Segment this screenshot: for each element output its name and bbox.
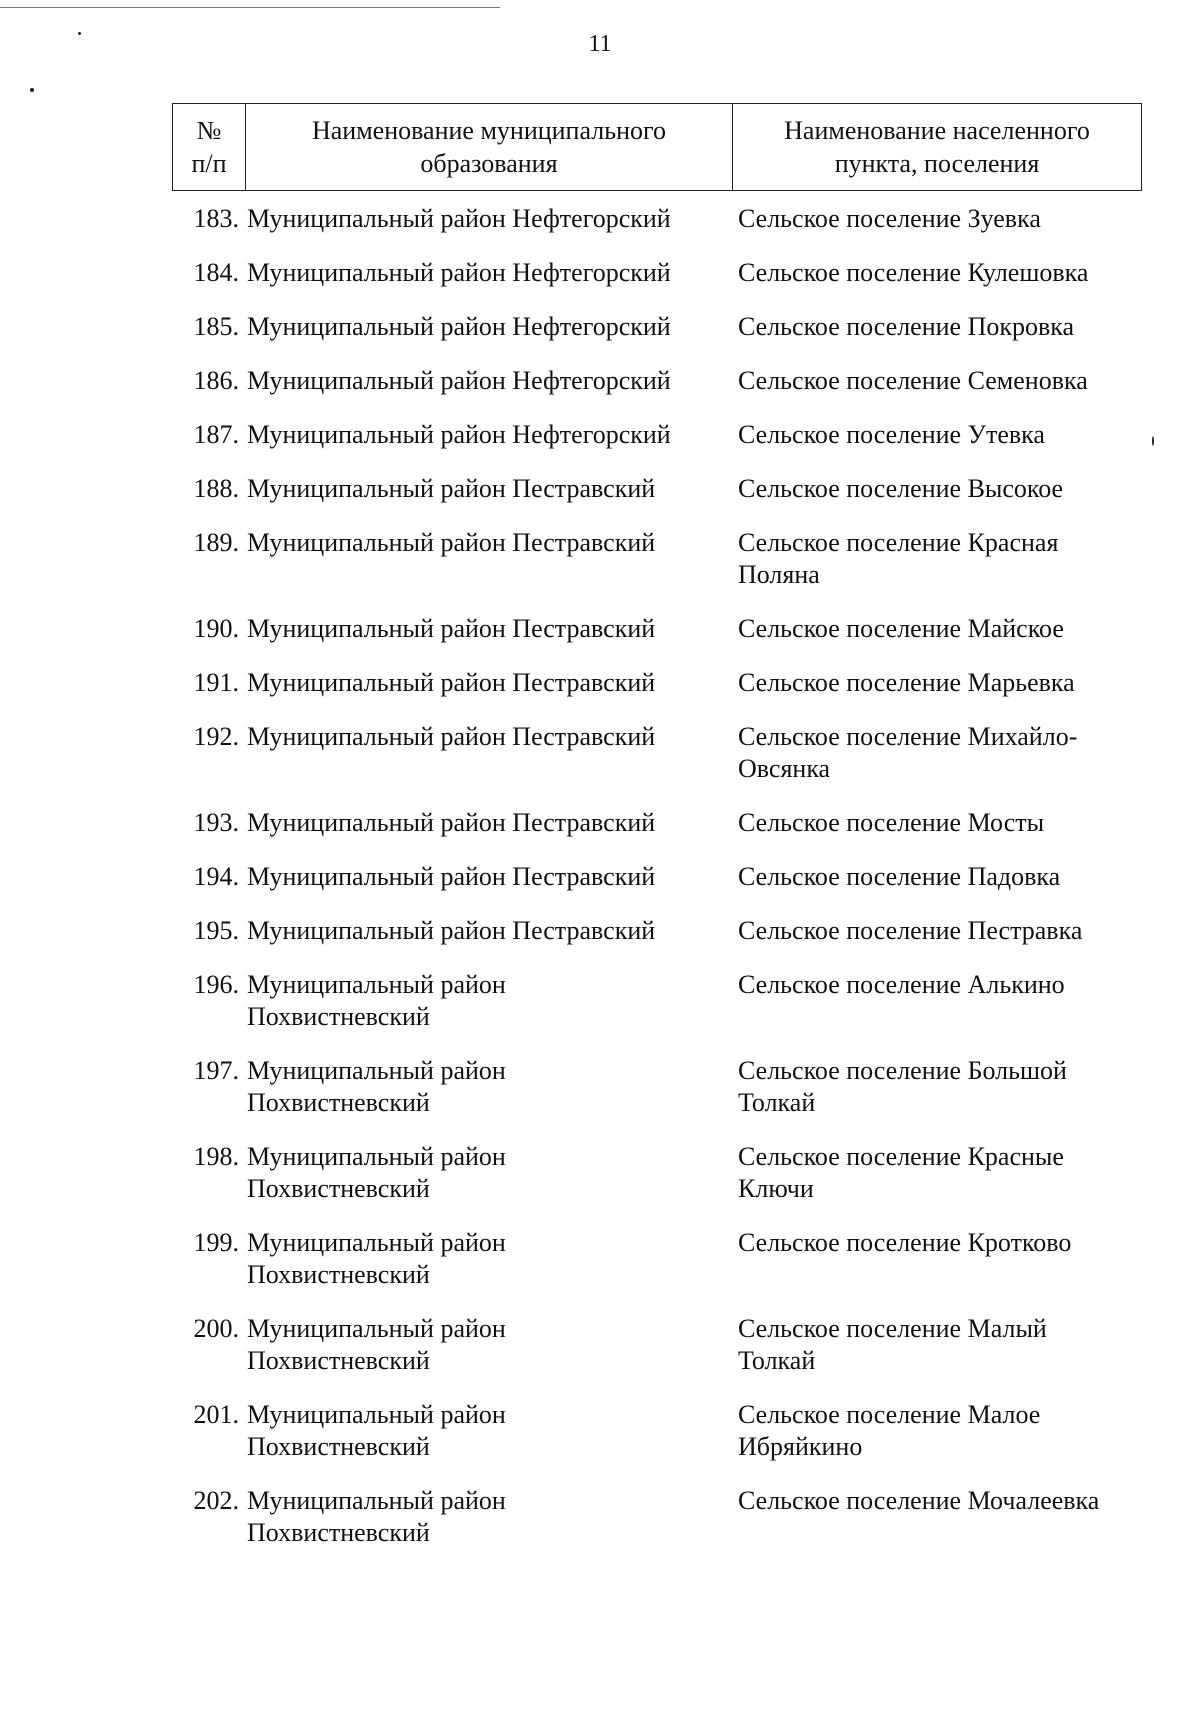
municipality-cell xyxy=(245,969,732,1033)
municipality-cell xyxy=(245,667,732,699)
municipality-line: Муниципальный район Нефтегорский xyxy=(247,204,671,233)
municipality-line: Муниципальный район Пестравский xyxy=(247,808,656,837)
row-number: 189. xyxy=(193,528,239,557)
settlement-line: Сельское поселение Алькино xyxy=(738,970,1065,999)
row-number: 193. xyxy=(193,808,239,837)
table-row xyxy=(172,667,1142,699)
settlement-cell xyxy=(732,365,1142,397)
table-row xyxy=(172,365,1142,397)
table-row xyxy=(172,527,1142,591)
settlement-cell xyxy=(732,419,1142,451)
municipality-cell xyxy=(245,1313,732,1377)
table-row xyxy=(172,1313,1142,1377)
settlement-cell xyxy=(732,915,1142,947)
header-settlement: Наименование населенного пункта, поселения xyxy=(784,116,1090,178)
settlement-cell xyxy=(732,861,1142,893)
table-row xyxy=(172,473,1142,505)
municipality-line: Похвистневский xyxy=(247,1002,430,1031)
municipality-line: Муниципальный район Пестравский xyxy=(247,668,656,697)
header-number: № п/п xyxy=(173,104,246,190)
settlement-cell xyxy=(732,613,1142,645)
municipality-cell xyxy=(245,257,732,289)
municipality-line: Муниципальный район Нефтегорский xyxy=(247,312,671,341)
row-number: 185. xyxy=(193,312,239,341)
row-number: 201. xyxy=(193,1400,239,1429)
row-number: 186. xyxy=(193,366,239,395)
municipality-line: Муниципальный район Пестравский xyxy=(247,916,656,945)
row-number: 196. xyxy=(193,970,239,999)
row-number: 184. xyxy=(193,258,239,287)
settlement-cell xyxy=(732,1227,1142,1291)
settlement-line: Сельское поселение Красная xyxy=(738,528,1059,557)
settlement-line: Ключи xyxy=(738,1174,814,1203)
row-number: 200. xyxy=(193,1314,239,1343)
municipality-line: Муниципальный район Пестравский xyxy=(247,722,656,751)
municipality-line: Муниципальный район Пестравский xyxy=(247,528,656,557)
settlement-line: Овсянка xyxy=(738,754,831,783)
table-row xyxy=(172,1055,1142,1119)
settlement-cell xyxy=(732,1313,1142,1377)
municipality-cell xyxy=(245,1141,732,1205)
header-municipality: Наименование муниципального образования xyxy=(246,104,733,190)
row-number: 194. xyxy=(193,862,239,891)
municipality-line: Муниципальный район Нефтегорский xyxy=(247,366,671,395)
municipality-line: Похвистневский xyxy=(247,1432,430,1461)
table-row xyxy=(172,1485,1142,1549)
table-row xyxy=(172,203,1142,235)
settlement-cell xyxy=(732,1141,1142,1205)
settlement-line: Сельское поселение Мочалеевка xyxy=(738,1486,1100,1515)
municipality-line: Муниципальный район Нефтегорский xyxy=(247,258,671,287)
municipality-cell xyxy=(245,915,732,947)
row-number: 197. xyxy=(193,1056,239,1085)
municipality-cell xyxy=(245,861,732,893)
table-row xyxy=(172,257,1142,289)
municipality-cell xyxy=(245,365,732,397)
municipality-cell xyxy=(245,1485,732,1549)
row-number: 191. xyxy=(193,668,239,697)
municipality-line: Похвистневский xyxy=(247,1174,430,1203)
settlement-line: Сельское поселение Кулешовка xyxy=(738,258,1089,287)
settlement-cell xyxy=(732,1055,1142,1119)
row-number: 192. xyxy=(193,722,239,751)
row-number: 183. xyxy=(193,204,239,233)
row-number: 190. xyxy=(193,614,239,643)
municipality-line: Муниципальный район Пестравский xyxy=(247,474,656,503)
municipality-line: Муниципальный район xyxy=(247,1142,506,1171)
settlement-line: Сельское поселение Падовка xyxy=(738,862,1061,891)
table-row xyxy=(172,721,1142,785)
settlement-line: Сельское поселение Пестравка xyxy=(738,916,1083,945)
municipality-line: Муниципальный район xyxy=(247,1314,506,1343)
settlement-cell xyxy=(732,473,1142,505)
page-number: 11 xyxy=(588,31,612,57)
row-number: 202. xyxy=(193,1486,239,1515)
table-row xyxy=(172,311,1142,343)
row-number: 188. xyxy=(193,474,239,503)
table-row xyxy=(172,807,1142,839)
municipality-line: Муниципальный район Пестравский xyxy=(247,862,656,891)
municipality-line: Похвистневский xyxy=(247,1260,430,1289)
municipality-cell xyxy=(245,613,732,645)
settlement-cell xyxy=(732,721,1142,785)
municipality-line: Муниципальный район xyxy=(247,1056,506,1085)
settlement-cell xyxy=(732,807,1142,839)
row-number: 199. xyxy=(193,1228,239,1257)
settlement-line: Сельское поселение Малый xyxy=(738,1314,1047,1343)
settlement-cell xyxy=(732,527,1142,591)
scan-speck xyxy=(30,88,34,92)
municipality-line: Муниципальный район Пестравский xyxy=(247,614,656,643)
table-row xyxy=(172,861,1142,893)
settlement-line: Ибряйкино xyxy=(738,1432,863,1461)
settlement-cell xyxy=(732,667,1142,699)
settlement-line: Толкай xyxy=(738,1088,816,1117)
scan-speck xyxy=(1152,436,1154,446)
table-header xyxy=(172,103,1142,191)
settlement-cell xyxy=(732,257,1142,289)
municipality-line: Похвистневский xyxy=(247,1518,430,1547)
municipality-line: Похвистневский xyxy=(247,1346,430,1375)
municipality-cell xyxy=(245,473,732,505)
table-row xyxy=(172,613,1142,645)
row-number: 198. xyxy=(193,1142,239,1171)
settlement-line: Сельское поселение Красные xyxy=(738,1142,1064,1171)
municipality-cell xyxy=(245,203,732,235)
municipality-line: Муниципальный район Нефтегорский xyxy=(247,420,671,449)
table-body xyxy=(172,203,1142,1571)
settlement-line: Сельское поселение Зуевка xyxy=(738,204,1041,233)
municipality-line: Муниципальный район xyxy=(247,1400,506,1429)
municipality-cell xyxy=(245,1227,732,1291)
municipality-line: Муниципальный район xyxy=(247,1228,506,1257)
municipality-cell xyxy=(245,1399,732,1463)
municipality-line: Муниципальный район xyxy=(247,1486,506,1515)
row-number: 187. xyxy=(193,420,239,449)
municipality-line: Похвистневский xyxy=(247,1088,430,1117)
scan-top-edge-line xyxy=(0,7,500,8)
settlement-line: Сельское поселение Михайло- xyxy=(738,722,1078,751)
settlement-line: Сельское поселение Майское xyxy=(738,614,1064,643)
municipality-cell xyxy=(245,419,732,451)
settlement-line: Поляна xyxy=(738,560,820,589)
settlement-line: Сельское поселение Семеновка xyxy=(738,366,1088,395)
settlement-cell xyxy=(732,1399,1142,1463)
row-number: 195. xyxy=(193,916,239,945)
settlement-line: Толкай xyxy=(738,1346,816,1375)
municipality-cell xyxy=(245,807,732,839)
settlement-line: Сельское поселение Покровка xyxy=(738,312,1075,341)
table-row xyxy=(172,969,1142,1033)
municipality-cell xyxy=(245,721,732,785)
settlement-line: Сельское поселение Высокое xyxy=(738,474,1064,503)
municipality-line: Муниципальный район xyxy=(247,970,506,999)
settlement-line: Сельское поселение Мосты xyxy=(738,808,1045,837)
municipality-cell xyxy=(245,311,732,343)
table-row xyxy=(172,1227,1142,1291)
municipality-cell xyxy=(245,527,732,591)
settlement-cell xyxy=(732,311,1142,343)
settlement-line: Сельское поселение Кротково xyxy=(738,1228,1072,1257)
table-row xyxy=(172,1141,1142,1205)
settlement-cell xyxy=(732,203,1142,235)
municipality-cell xyxy=(245,1055,732,1119)
table-row xyxy=(172,1399,1142,1463)
settlement-line: Сельское поселение Утевка xyxy=(738,420,1045,449)
settlement-line: Сельское поселение Марьевка xyxy=(738,668,1075,697)
settlement-line: Сельское поселение Малое xyxy=(738,1400,1041,1429)
table-row xyxy=(172,915,1142,947)
settlement-cell xyxy=(732,969,1142,1033)
settlement-line: Сельское поселение Большой xyxy=(738,1056,1067,1085)
table-row xyxy=(172,419,1142,451)
settlement-cell xyxy=(732,1485,1142,1549)
